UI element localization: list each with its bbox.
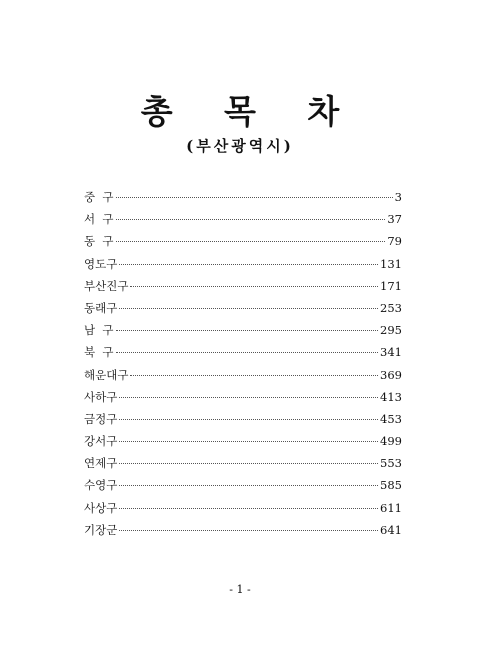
toc-entry [84, 208, 402, 230]
toc-entry [84, 386, 402, 408]
leader-dots [116, 197, 393, 198]
toc-entry-page: 295 [380, 323, 402, 338]
toc-entry-page: 611 [380, 500, 402, 515]
toc-entry-name: 사상구 [84, 500, 118, 515]
leader-dots [119, 508, 378, 509]
toc-entry [84, 474, 402, 496]
toc-entry [84, 430, 402, 452]
toc-entry-page: 253 [380, 300, 402, 315]
toc-entry-page: 585 [380, 478, 402, 493]
toc-entry-page: 553 [380, 456, 402, 471]
toc-entry [84, 319, 402, 341]
leader-dots [116, 352, 379, 353]
toc-entry-page: 341 [380, 345, 402, 360]
toc-entry-page: 79 [387, 234, 402, 249]
toc-entry [84, 275, 402, 297]
toc-entry-name: 강서구 [84, 434, 118, 449]
toc-entry-name: 부산진구 [84, 278, 129, 293]
toc-entry [84, 408, 402, 430]
toc-entry-name: 영도구 [84, 256, 118, 271]
leader-dots [119, 441, 378, 442]
toc-entry-page: 369 [380, 367, 402, 382]
toc-entry-page: 131 [380, 256, 402, 271]
page-number: - 1 - [229, 583, 251, 596]
toc-entry [84, 253, 402, 275]
toc-entry-name: 동 구 [84, 234, 114, 249]
toc-entry-name: 사하구 [84, 389, 118, 404]
table-of-contents [84, 186, 402, 541]
toc-entry [84, 497, 402, 519]
toc-entry [84, 519, 402, 541]
toc-entry-name: 연제구 [84, 456, 118, 471]
toc-entry-page: 453 [380, 411, 402, 426]
leader-dots [130, 286, 378, 287]
toc-entry-name: 기장군 [84, 522, 118, 537]
leader-dots [119, 308, 378, 309]
toc-entry-page: 37 [387, 212, 402, 227]
toc-entry-name: 동래구 [84, 300, 118, 315]
toc-entry [84, 341, 402, 363]
toc-entry-name: 중 구 [84, 190, 114, 204]
toc-entry [84, 297, 402, 319]
leader-dots [116, 241, 386, 242]
toc-entry-name: 서 구 [84, 212, 114, 227]
toc-entry-name: 금정구 [84, 411, 118, 426]
toc-entry-page: 3 [394, 190, 402, 204]
toc-entry [84, 452, 402, 474]
toc-entry-name: 북 구 [84, 345, 114, 360]
document-subtitle: (부산광역시) [186, 137, 294, 155]
toc-entry-page: 499 [380, 434, 402, 449]
document-title: 총 목 차 [140, 92, 360, 131]
toc-entry-page: 171 [380, 278, 402, 293]
leader-dots [130, 375, 378, 376]
leader-dots [116, 330, 379, 331]
leader-dots [119, 264, 378, 265]
toc-entry-name: 해운대구 [84, 367, 129, 382]
leader-dots [119, 463, 378, 464]
toc-entry [84, 186, 402, 208]
toc-entry-page: 413 [380, 389, 402, 404]
toc-entry [84, 230, 402, 252]
toc-entry-name: 수영구 [84, 478, 118, 493]
toc-entry-page: 641 [380, 522, 402, 537]
leader-dots [119, 530, 378, 531]
leader-dots [116, 219, 386, 220]
toc-entry-name: 남 구 [84, 323, 114, 338]
leader-dots [119, 397, 378, 398]
leader-dots [119, 485, 378, 486]
leader-dots [119, 419, 378, 420]
toc-entry [84, 364, 402, 386]
